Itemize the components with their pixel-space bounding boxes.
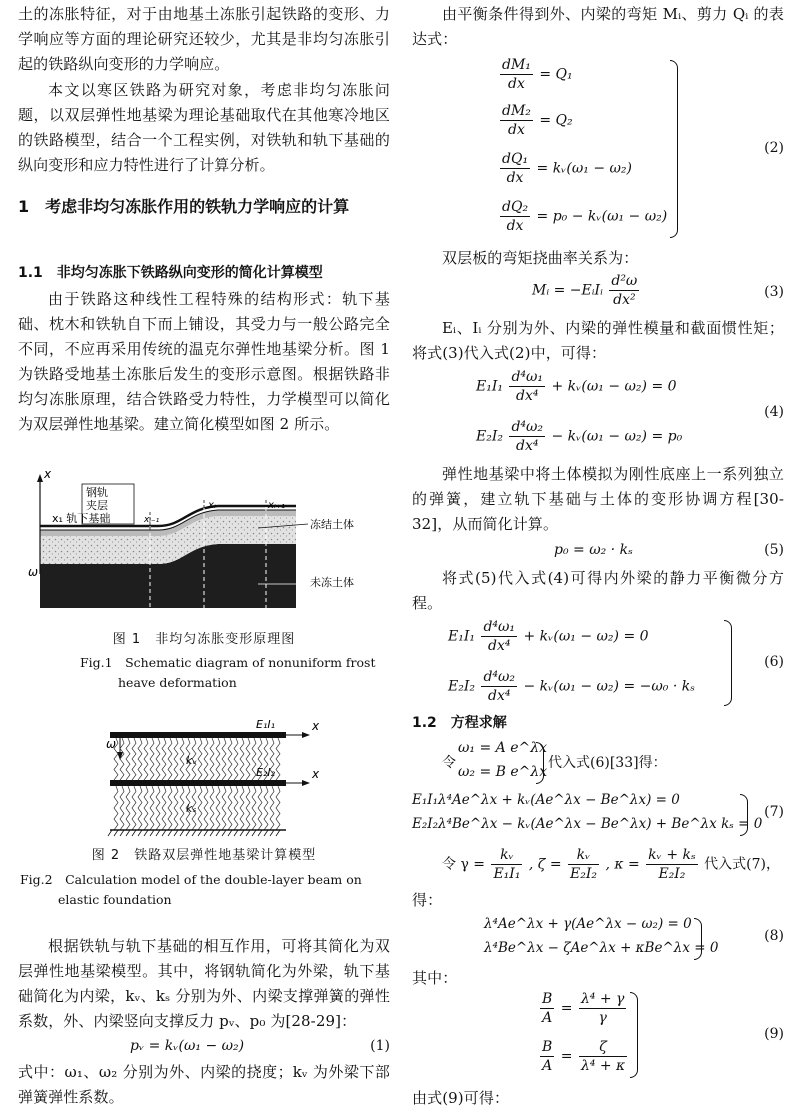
hatch-line [120, 830, 124, 836]
figure-2-beam-model [90, 712, 320, 840]
figure-2-svg [90, 712, 320, 840]
spring [198, 786, 202, 830]
eq6-brace [724, 620, 732, 706]
hatch-line [240, 830, 244, 836]
spring [258, 786, 262, 830]
paragraph-beam-model: 根据铁轨与轨下基础的相互作用，可将其简化为双层弹性地基梁模型。其中，将钢轨简化为外梁，轨下基础简化为内梁，kᵥ、kₛ 分别为外、内梁支撑弹簧的弹性系数，外、内梁竖向支撑反力 pᵥ、p₀ 为[28-29]： [18, 937, 390, 1030]
hatch-line [192, 830, 196, 836]
spring [276, 738, 280, 780]
equation-definitions: 令 γ = $\frac{\text{kᵥ}}{\text{E₁I₁}}$ , ζ = $\frac{\text{kᵥ}}{\text{E₂I₂}}$ , κ = $\frac{\text{kᵥ + kₛ}}{\text{E₂I₂}}$ 代入式(7)， [442, 847, 780, 882]
hatch-line [264, 830, 268, 836]
inner-beam [110, 780, 286, 786]
hatch-line [186, 830, 190, 836]
paragraph-moment-curvature: 双层板的弯矩挠曲率关系为： [442, 249, 639, 267]
spring [210, 786, 214, 830]
equation-3: Mᵢ = −EᵢIᵢ $\frac{\text{d²ω}}{\text{dx²}}$ (3) [532, 273, 784, 308]
outer-beam [110, 732, 286, 738]
spring [240, 786, 244, 830]
fig1-xi-plus-1: xᵢ₊₁ [268, 500, 285, 511]
spring [156, 738, 160, 780]
spring [138, 738, 142, 780]
spring [126, 738, 130, 780]
equation-5-number: (5) [764, 542, 784, 558]
fig1-xi-minus-1: xᵢ₋₁ [144, 515, 160, 525]
hatch-line [276, 830, 280, 836]
ground-hatch [108, 830, 280, 836]
spring [162, 786, 166, 830]
spring [276, 786, 280, 830]
fig1-unfrozen-label: 未冻土体 [310, 576, 354, 589]
eq2-brace [670, 60, 678, 238]
spring [132, 738, 136, 780]
paragraph-intro-end: 土的冻胀特征，对于由地基土冻胀引起铁路的变形、力学响应等方面的理论研究还较少，尤其是非均匀冻胀引起的铁路纵向变形的力学响应。 [18, 5, 390, 73]
fig2-ks: kₛ [186, 802, 197, 815]
hatch-line [180, 830, 184, 836]
spring [216, 738, 220, 780]
figure-1-caption-en-line1: Fig.1 Schematic diagram of nonuniform frost [80, 655, 376, 670]
spring [126, 786, 130, 830]
spring [240, 738, 244, 780]
equation-3-number: (3) [764, 284, 784, 300]
hatch-line [270, 830, 274, 836]
spring [204, 786, 208, 830]
spring [174, 738, 178, 780]
spring [138, 786, 142, 830]
paragraph-spring-model: 弹性地基梁中将土体模拟为刚性底座上一系列独立的弹簧，建立轨下基础与土体的变形协调方程[30-32]，从而简化计算。 [412, 465, 784, 533]
spring [198, 738, 202, 780]
hatch-line [150, 830, 154, 836]
spring [204, 738, 208, 780]
paragraph-get: 得： [412, 891, 443, 909]
paragraph-substitute-3-into-2: Eᵢ、Iᵢ 分别为外、内梁的弹性模量和截面惯性矩；将式(3)代入式(2)中，可得： [412, 319, 784, 362]
equation-2 [412, 56, 784, 242]
spring [132, 786, 136, 830]
figure-1-svg [18, 466, 390, 626]
fig1-frozen-label: 冻结土体 [310, 518, 354, 531]
equation-9: $\frac{B}{A}$ = $\frac{\text{λ⁴ + γ}}{\gamma}$ $\frac{B}{A}$ = $\frac{\zeta}{\text{λ⁴ + κ}}$ (9) [412, 990, 784, 1082]
fig2-x-bottom: x [312, 767, 320, 781]
hatch-line [138, 830, 142, 836]
paragraph-substitute-5-into-4: 将式(5)代入式(4)可得内外梁的静力平衡微分方程。 [412, 569, 784, 612]
equation-1 [18, 1036, 390, 1060]
spring [228, 738, 232, 780]
hatch-line [204, 830, 208, 836]
spring [120, 786, 124, 830]
spring [210, 738, 214, 780]
hatch-line [126, 830, 130, 836]
fig1-x-label: x [44, 467, 52, 481]
fig1-omega-label: ω [28, 565, 39, 579]
spring [150, 738, 154, 780]
hatch-line [108, 830, 112, 836]
hatch-line [198, 830, 202, 836]
hatch-line [216, 830, 220, 836]
fig1-rail-label: 钢轨 [86, 486, 108, 499]
paragraph-where: 其中： [412, 969, 458, 987]
spring [168, 738, 172, 780]
hatch-line [258, 830, 262, 836]
fig2-e2i2: E₂I₂ [256, 766, 276, 779]
spring [174, 786, 178, 830]
spring [252, 786, 256, 830]
hatch-line [156, 830, 160, 836]
paragraph-equilibrium: 由平衡条件得到外、内梁的弯矩 Mᵢ、剪力 Qᵢ 的表达式： [412, 5, 784, 48]
hatch-line [234, 830, 238, 836]
hatch-line [144, 830, 148, 836]
spring [234, 786, 238, 830]
equation-5: p₀ = ω₂ · kₛ (5) [554, 542, 784, 558]
spring [246, 738, 250, 780]
spring [114, 786, 118, 830]
equation-6: E₁I₁ $\frac{\text{d⁴ω₁}}{\text{dx⁴}}$ + kᵥ(ω₁ − ω₂) = 0 E₂I₂ $\frac{\text{d⁴ω₂}}{\text{dx⁴}}$ − kᵥ(ω₁ − ω₂) = −ω₀ · kₛ (6) [448, 619, 784, 704]
subsection-heading-1-1: 1.1 非均匀冻胀下铁路纵向变形的简化计算模型 [18, 265, 323, 281]
equation-4-number: (4) [764, 404, 784, 420]
spring [222, 786, 226, 830]
equation-1-body: pᵥ = kᵥ(ω₁ − ω₂) [130, 1038, 245, 1054]
equation-let: 令 ω₁ = A e^λx ω₂ = B e^λx 代入式(6)[33]得： [412, 738, 784, 788]
hatch-line [162, 830, 166, 836]
spring [216, 786, 220, 830]
hatch-line [246, 830, 250, 836]
equation-2-number: (2) [764, 140, 784, 156]
spring [144, 786, 148, 830]
eq2-row4: $\frac{\text{dQ₂}}{dx}$ = p₀ − kᵥ(ω₁ − ω₂) [502, 199, 668, 234]
fig2-omega: ω [106, 737, 117, 751]
spring [264, 786, 268, 830]
equation-7-number: (7) [764, 804, 784, 820]
spring [180, 738, 184, 780]
spring [162, 738, 166, 780]
equation-9-number: (9) [764, 1026, 784, 1042]
paragraph-study-scope: 本文以寒区铁路为研究对象，考虑非均匀冻胀问题，以双层弹性地基梁为理论基础取代在其他寒冷地区的铁路模型，结合一个工程实例，对铁轨和轨下基础的纵向变形和应力特性进行了计算分析。 [18, 81, 390, 174]
fig1-base-label: x₁ 轨下基础 [52, 512, 111, 525]
spring [222, 738, 226, 780]
figure-1-caption-en-line2: heave deformation [118, 675, 237, 690]
figure-1-caption-cn: 图 1 非均匀冻胀变形原理图 [112, 632, 296, 647]
subsection-heading-1-2: 1.2 方程求解 [412, 715, 507, 731]
spring [246, 786, 250, 830]
hatch-line [210, 830, 214, 836]
hatch-line [174, 830, 178, 836]
spring [150, 786, 154, 830]
spring [234, 738, 238, 780]
eq2-row2: $\frac{\text{dM₂}}{dx}$ = Q₂ [502, 103, 573, 138]
spring [144, 738, 148, 780]
spring [156, 786, 160, 830]
equation-4: E₁I₁ $\frac{\text{d⁴ω₁}}{\text{dx⁴}}$ + kᵥ(ω₁ − ω₂) = 0 E₂I₂ $\frac{\text{d⁴ω₂}}{\text{dx⁴}}$ − kᵥ(ω₁ − ω₂) = p₀ (4) [476, 369, 784, 454]
paragraph-model-description: 由于铁路这种线性工程特殊的结构形式：轨下基础、枕木和铁轨自下而上铺设，其受力与一般公路完全不同，不应再采用传统的温克尔弹性地基梁分析。图 1 为铁路受地基土冻胀后发生的变形示意图。根据铁路非均匀冻胀原理，结合铁路受力特性，力学模型可以简化为双层弹性地基梁。建立简化模型如图 2 所示。 [18, 290, 390, 433]
figure-1-frost-heave-diagram [18, 466, 390, 626]
spring [180, 786, 184, 830]
fig2-x-top: x [312, 719, 320, 733]
fig1-xi: xᵢ [208, 500, 216, 511]
fig2-e1i1: E₁I₁ [256, 718, 276, 731]
fig2-kv: kᵥ [186, 754, 197, 767]
section-heading-1: 1 考虑非均匀冻胀作用的铁轨力学响应的计算 [18, 197, 350, 216]
figure-2-caption-cn: 图 2 铁路双层弹性地基梁计算模型 [91, 848, 317, 863]
equation-6-number: (6) [764, 654, 784, 670]
equation-8-number: (8) [764, 928, 784, 944]
spring [168, 786, 172, 830]
paragraph-from-eq9: 由式(9)可得： [412, 1089, 510, 1107]
equation-7: E₁I₁λ⁴Ae^λx + kᵥ(Ae^λx − Be^λx) = 0 E₂I₂λ⁴Be^λx − kᵥ(Ae^λx − Be^λx) + Be^λx kₛ = 0 (7) [412, 790, 784, 840]
spring [228, 786, 232, 830]
hatch-line [252, 830, 256, 836]
equation-8: λ⁴Ae^λx + γ(Ae^λx − ω₂) = 0 λ⁴Be^λx − ζAe^λx + κBe^λx = 0 (8) [412, 914, 784, 964]
fig1-ballast-label: 夹层 [86, 499, 108, 512]
figure-2-caption-en-line2: elastic foundation [58, 892, 172, 907]
lower-springs [114, 786, 280, 830]
hatch-line [228, 830, 232, 836]
hatch-line [222, 830, 226, 836]
paragraph-deflection-definition: 式中：ω₁、ω₂ 分别为外、内梁的挠度；kᵥ 为外梁下部弹簧弹性系数。 [18, 1063, 390, 1106]
figure-2-caption-en-line1: Fig.2 Calculation model of the double-layer beam on [20, 872, 362, 887]
spring [270, 786, 274, 830]
eq2-row1: $\frac{\text{dM₁}}{dx}$ = Q₁ [502, 57, 573, 92]
hatch-line [132, 830, 136, 836]
eq2-row3: $\frac{\text{dQ₁}}{dx}$ = kᵥ(ω₁ − ω₂) [502, 151, 633, 186]
hatch-line [114, 830, 118, 836]
hatch-line [168, 830, 172, 836]
spring [120, 738, 124, 780]
equation-1-number: (1) [370, 1038, 390, 1054]
